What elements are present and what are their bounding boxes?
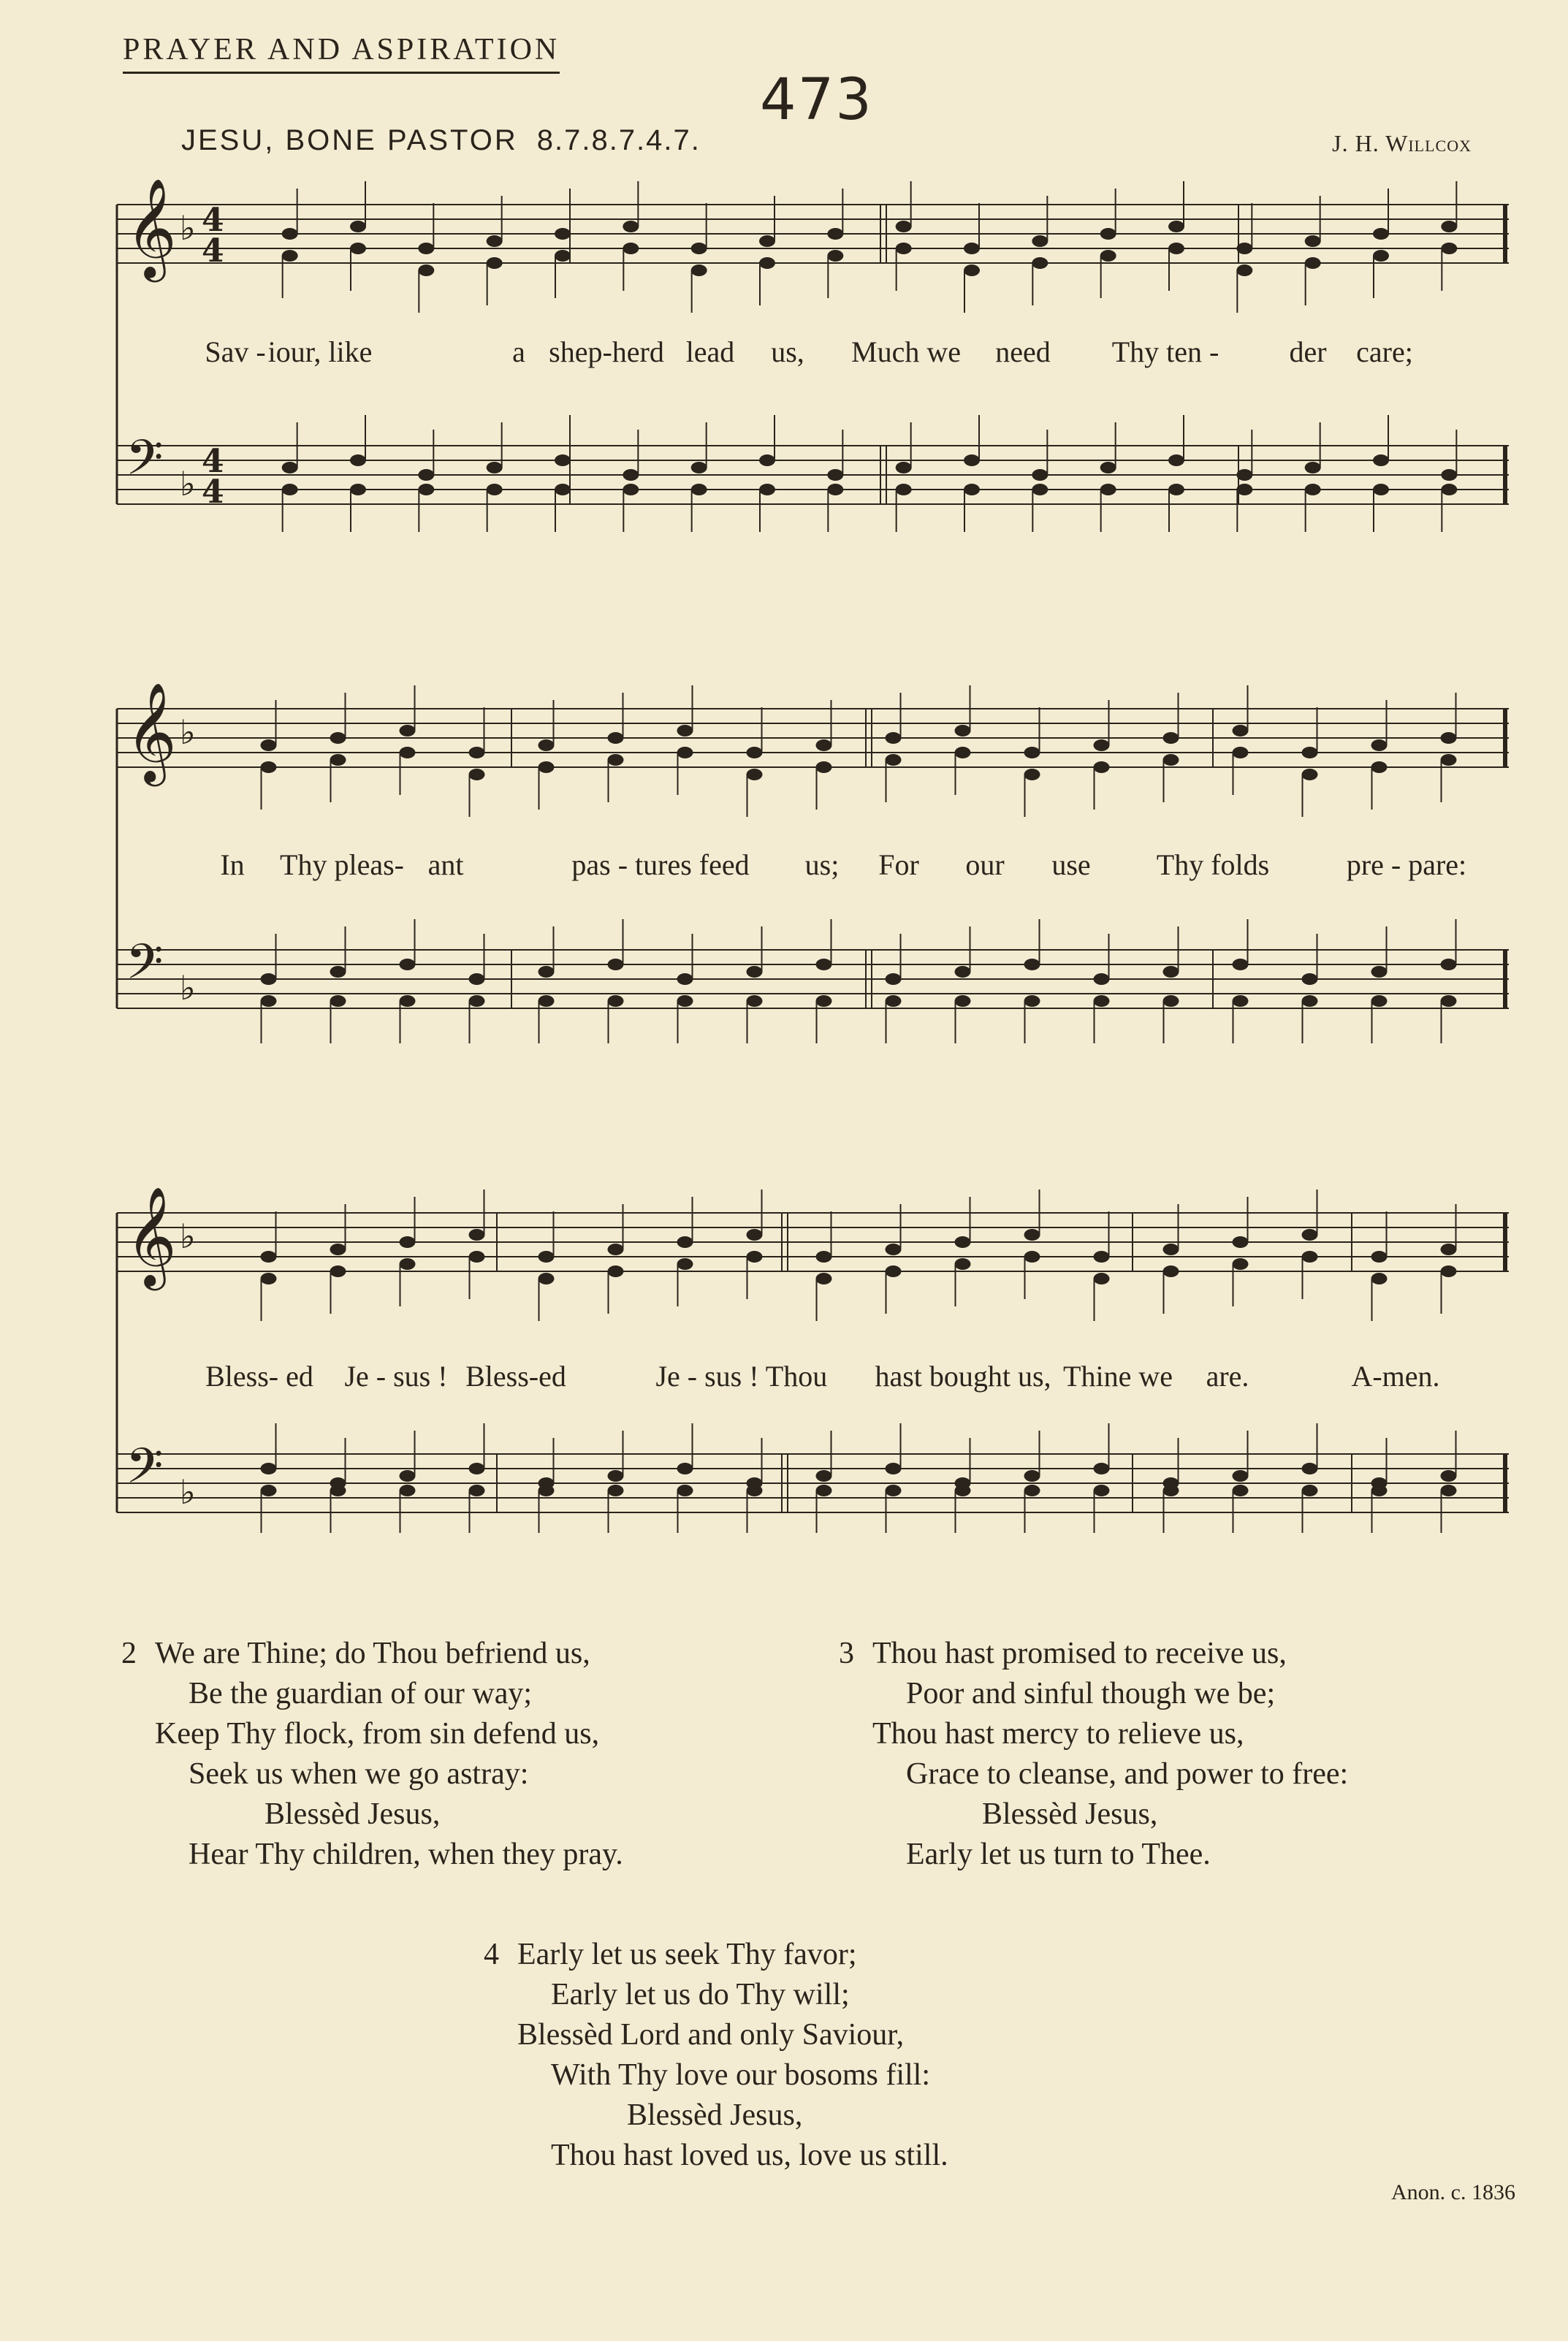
- note-head: [1032, 484, 1048, 495]
- note-head: [747, 966, 763, 978]
- note-head: [1373, 454, 1389, 466]
- note-head: [487, 484, 503, 495]
- note-head: [691, 462, 707, 473]
- note-head: [1024, 747, 1040, 758]
- note-head: [261, 739, 277, 751]
- note-head: [816, 995, 832, 1007]
- verse-line: Blessèd Jesus,: [264, 1797, 441, 1831]
- verse-line: Keep Thy flock, from sin defend us,: [155, 1717, 600, 1751]
- lyrics-line-1: [110, 335, 1520, 371]
- note-head: [747, 747, 763, 758]
- note-head: [747, 1229, 763, 1241]
- note-head: [1441, 1485, 1457, 1496]
- lyric-syllable: Thy folds: [1156, 848, 1270, 881]
- note-head: [896, 484, 912, 495]
- lyric-syllable: Je - sus !: [344, 1360, 448, 1393]
- note-head: [261, 995, 277, 1007]
- note-head: [538, 1485, 555, 1496]
- note-head: [400, 1485, 416, 1496]
- note-head: [400, 725, 416, 736]
- note-head: [1233, 1258, 1249, 1270]
- note-head: [1024, 1229, 1040, 1241]
- note-head: [538, 966, 555, 978]
- note-head: [816, 739, 832, 751]
- note-head: [1233, 1485, 1249, 1496]
- composer: J. H. Willcox: [1332, 130, 1472, 156]
- treble-clef: 𝄞: [126, 1185, 177, 1286]
- note-head: [261, 1251, 277, 1263]
- note-head: [964, 484, 980, 495]
- verse-number: 2: [121, 1637, 137, 1670]
- note-head: [1302, 1229, 1318, 1241]
- note-head: [1094, 995, 1110, 1007]
- note-head: [282, 484, 298, 495]
- note-head: [469, 1229, 485, 1241]
- note-head: [816, 761, 832, 773]
- note-head: [330, 1265, 346, 1277]
- note-head: [1024, 1470, 1040, 1482]
- note-head: [538, 1251, 555, 1263]
- note-head: [538, 761, 555, 773]
- treble-clef: 𝄞: [126, 177, 177, 278]
- verse-number: 4: [484, 1938, 499, 1971]
- lyric-syllable: Thine we: [1063, 1360, 1173, 1393]
- note-head: [1094, 739, 1110, 751]
- bass-clef: 𝄢: [126, 1438, 164, 1506]
- verse-4: [484, 1935, 948, 2176]
- note-head: [623, 243, 639, 254]
- verse-line: Early let us seek Thy favor;: [517, 1938, 857, 1971]
- note-head: [261, 1463, 277, 1474]
- note-head: [677, 973, 693, 985]
- verse-line: Thou hast loved us, love us still.: [551, 2139, 948, 2172]
- note-head: [1094, 973, 1110, 985]
- time-signature-bottom: 4: [202, 232, 224, 270]
- note-head: [469, 995, 485, 1007]
- note-head: [1371, 739, 1388, 751]
- lyric-syllable: shep-herd: [549, 335, 664, 368]
- note-head: [1163, 1244, 1179, 1255]
- note-head: [330, 995, 346, 1007]
- note-head: [1024, 959, 1040, 970]
- note-head: [1441, 995, 1457, 1007]
- note-head: [555, 454, 571, 466]
- note-head: [1163, 732, 1179, 744]
- lyric-syllable: pre - pare:: [1346, 848, 1467, 881]
- note-head: [1373, 250, 1389, 262]
- note-head: [886, 995, 902, 1007]
- note-head: [1305, 462, 1321, 473]
- note-head: [418, 484, 434, 495]
- note-head: [469, 1251, 485, 1263]
- note-head: [1302, 1463, 1318, 1474]
- key-signature-flat: ♭: [180, 1217, 196, 1256]
- bass-clef: 𝄢: [126, 430, 164, 498]
- note-head: [886, 732, 902, 744]
- note-head: [1305, 257, 1321, 269]
- verse-number: 3: [839, 1637, 854, 1670]
- note-head: [350, 484, 366, 495]
- note-head: [747, 995, 763, 1007]
- time-signature-bottom: 4: [202, 473, 224, 511]
- time-signature-top: 4: [202, 202, 224, 239]
- note-head: [955, 725, 971, 736]
- note-head: [886, 1244, 902, 1255]
- note-head: [282, 462, 298, 473]
- key-signature-flat: ♭: [180, 1472, 196, 1512]
- lyric-syllable: Sav -: [205, 335, 266, 368]
- lyric-syllable: iour, like: [267, 335, 373, 368]
- note-head: [400, 1470, 416, 1482]
- note-head: [1373, 228, 1389, 240]
- note-head: [1094, 761, 1110, 773]
- note-head: [418, 469, 434, 481]
- note-head: [261, 973, 277, 985]
- note-head: [487, 235, 503, 247]
- note-head: [1233, 747, 1249, 758]
- lyric-syllable: der: [1289, 335, 1327, 368]
- note-head: [816, 1273, 832, 1284]
- lyric-syllable: Much we: [851, 335, 961, 368]
- key-signature-flat: ♭: [180, 208, 196, 248]
- meter: 8.7.8.7.4.7.: [536, 124, 701, 156]
- note-head: [282, 228, 298, 240]
- note-head: [1441, 484, 1457, 495]
- note-head: [1373, 484, 1389, 495]
- note-head: [759, 484, 775, 495]
- verse-3: [839, 1634, 1349, 1875]
- note-head: [555, 250, 571, 262]
- note-head: [677, 995, 693, 1007]
- lyric-syllable: hast bought us,: [875, 1360, 1051, 1393]
- lyrics-line-2: [110, 848, 1520, 884]
- note-head: [1100, 462, 1116, 473]
- note-head: [816, 1251, 832, 1263]
- lyric-syllable: our: [965, 848, 1005, 881]
- note-head: [955, 1258, 971, 1270]
- note-head: [1163, 995, 1179, 1007]
- note-head: [469, 973, 485, 985]
- note-head: [827, 484, 843, 495]
- note-head: [1163, 1485, 1179, 1496]
- note-head: [1302, 747, 1318, 758]
- lyric-syllable: use: [1051, 848, 1091, 881]
- note-head: [1441, 959, 1457, 970]
- verse-line: Seek us when we go astray:: [189, 1757, 529, 1791]
- note-head: [677, 1485, 693, 1496]
- note-head: [1441, 1470, 1457, 1482]
- note-head: [261, 1485, 277, 1496]
- note-head: [677, 1236, 693, 1248]
- note-head: [608, 754, 624, 766]
- music-system-2: [110, 680, 1520, 1074]
- key-signature-flat: ♭: [180, 464, 196, 503]
- verse-line: Blessèd Jesus,: [627, 2098, 803, 2132]
- note-head: [747, 1251, 763, 1263]
- note-head: [1100, 484, 1116, 495]
- lyric-syllable: us;: [804, 848, 840, 881]
- note-head: [1236, 484, 1252, 495]
- note-head: [691, 243, 707, 254]
- note-head: [886, 1265, 902, 1277]
- note-head: [886, 1463, 902, 1474]
- verse-line: Poor and sinful though we be;: [906, 1677, 1276, 1710]
- verse-line: Early let us turn to Thee.: [906, 1838, 1211, 1871]
- verse-2: [121, 1634, 623, 1875]
- note-head: [1236, 264, 1252, 276]
- note-head: [350, 454, 366, 466]
- note-head: [964, 454, 980, 466]
- note-head: [955, 966, 971, 978]
- note-head: [623, 484, 639, 495]
- note-head: [1168, 454, 1184, 466]
- lyric-syllable: Thou: [765, 1360, 828, 1393]
- note-head: [955, 995, 971, 1007]
- note-head: [827, 469, 843, 481]
- note-head: [469, 769, 485, 780]
- note-head: [538, 739, 555, 751]
- note-head: [896, 243, 912, 254]
- note-head: [1441, 732, 1457, 744]
- lyric-syllable: ant: [427, 848, 464, 881]
- time-signature-top: 4: [202, 443, 224, 480]
- note-head: [608, 959, 624, 970]
- lyrics-line-3: [110, 1359, 1520, 1396]
- note-head: [747, 769, 763, 780]
- lyric-syllable: a: [512, 335, 525, 368]
- note-head: [350, 221, 366, 232]
- note-head: [677, 1463, 693, 1474]
- note-head: [759, 454, 775, 466]
- note-head: [1371, 761, 1388, 773]
- note-head: [330, 1244, 346, 1255]
- note-head: [1233, 995, 1249, 1007]
- note-head: [608, 1265, 624, 1277]
- note-head: [691, 484, 707, 495]
- note-head: [1441, 754, 1457, 766]
- note-head: [1233, 959, 1249, 970]
- note-head: [955, 747, 971, 758]
- note-head: [816, 1485, 832, 1496]
- note-head: [1441, 1244, 1457, 1255]
- note-head: [1094, 1485, 1110, 1496]
- lyric-syllable: Je - sus !: [655, 1360, 759, 1393]
- note-head: [677, 747, 693, 758]
- note-head: [1024, 1251, 1040, 1263]
- note-head: [330, 732, 346, 744]
- note-head: [1371, 995, 1388, 1007]
- note-head: [487, 257, 503, 269]
- verse-line: Blessèd Lord and only Saviour,: [517, 2018, 905, 2052]
- note-head: [469, 747, 485, 758]
- verse-line: Blessèd Jesus,: [982, 1797, 1158, 1831]
- lyric-syllable: Bless-ed: [465, 1360, 566, 1393]
- lyric-syllable: pas - tures feed: [571, 848, 750, 881]
- note-head: [608, 1244, 624, 1255]
- note-head: [1236, 469, 1252, 481]
- lyric-syllable: need: [995, 335, 1051, 368]
- note-head: [1302, 1251, 1318, 1263]
- note-head: [1233, 725, 1249, 736]
- lyric-syllable: In: [220, 848, 245, 881]
- note-head: [896, 462, 912, 473]
- bass-clef: 𝄢: [126, 934, 164, 1002]
- note-head: [816, 959, 832, 970]
- note-head: [964, 264, 980, 276]
- note-head: [1305, 235, 1321, 247]
- verse-line: Thou hast promised to receive us,: [872, 1637, 1287, 1670]
- note-head: [1371, 1251, 1388, 1263]
- note-head: [1233, 1470, 1249, 1482]
- note-head: [469, 1485, 485, 1496]
- note-head: [1094, 1273, 1110, 1284]
- lyric-syllable: For: [878, 848, 919, 881]
- note-head: [677, 725, 693, 736]
- note-head: [1233, 1236, 1249, 1248]
- note-head: [487, 462, 503, 473]
- tune-name: JESU, BONE PASTOR: [181, 124, 518, 156]
- note-head: [1100, 228, 1116, 240]
- note-head: [1441, 221, 1457, 232]
- staff-notation-system-1: [110, 175, 1520, 570]
- note-head: [1302, 1485, 1318, 1496]
- note-head: [955, 1236, 971, 1248]
- note-head: [1305, 484, 1321, 495]
- note-head: [1094, 1251, 1110, 1263]
- note-head: [623, 221, 639, 232]
- note-head: [400, 747, 416, 758]
- note-head: [1168, 243, 1184, 254]
- key-signature-flat: ♭: [180, 968, 196, 1008]
- note-head: [1371, 1273, 1388, 1284]
- verse-line: Grace to cleanse, and power to free:: [906, 1757, 1349, 1791]
- note-head: [816, 1470, 832, 1482]
- note-head: [400, 1258, 416, 1270]
- note-head: [330, 1485, 346, 1496]
- lyric-syllable: Thy ten -: [1111, 335, 1219, 368]
- music-system-1: [110, 175, 1520, 570]
- note-head: [350, 243, 366, 254]
- note-head: [608, 732, 624, 744]
- note-head: [677, 1258, 693, 1270]
- tune-info: [181, 124, 701, 157]
- note-head: [1032, 469, 1048, 481]
- treble-clef: 𝄞: [126, 681, 177, 782]
- lyric-syllable: are.: [1206, 1360, 1249, 1393]
- note-head: [400, 1236, 416, 1248]
- note-head: [623, 469, 639, 481]
- note-head: [1302, 769, 1318, 780]
- note-head: [1163, 966, 1179, 978]
- text-attribution: Anon. c. 1836: [1391, 2180, 1515, 2204]
- verse-line: Thou hast mercy to relieve us,: [872, 1717, 1244, 1751]
- note-head: [1236, 243, 1252, 254]
- note-head: [608, 995, 624, 1007]
- note-head: [1371, 1485, 1388, 1496]
- section-header: PRAYER AND ASPIRATION: [123, 32, 560, 74]
- key-signature-flat: ♭: [180, 712, 196, 752]
- note-head: [608, 1470, 624, 1482]
- lyric-syllable: care;: [1356, 335, 1413, 368]
- note-head: [827, 228, 843, 240]
- lyric-syllable: A-men.: [1351, 1360, 1440, 1393]
- note-head: [964, 243, 980, 254]
- note-head: [1163, 1265, 1179, 1277]
- note-head: [1302, 973, 1318, 985]
- note-head: [469, 1463, 485, 1474]
- note-head: [896, 221, 912, 232]
- note-head: [330, 754, 346, 766]
- note-head: [1168, 221, 1184, 232]
- note-head: [418, 243, 434, 254]
- note-head: [1032, 257, 1048, 269]
- note-head: [827, 250, 843, 262]
- note-head: [538, 995, 555, 1007]
- note-head: [759, 257, 775, 269]
- note-head: [538, 1273, 555, 1284]
- lyric-syllable: us,: [771, 335, 804, 368]
- note-head: [418, 264, 434, 276]
- verse-line: We are Thine; do Thou befriend us,: [155, 1637, 590, 1670]
- note-head: [886, 973, 902, 985]
- note-head: [261, 1273, 277, 1284]
- note-head: [1024, 995, 1040, 1007]
- note-head: [400, 995, 416, 1007]
- note-head: [555, 228, 571, 240]
- note-head: [1441, 243, 1457, 254]
- note-head: [1168, 484, 1184, 495]
- note-head: [1302, 995, 1318, 1007]
- note-head: [555, 484, 571, 495]
- note-head: [1094, 1463, 1110, 1474]
- note-head: [282, 250, 298, 262]
- hymn-number: 473: [760, 67, 873, 133]
- note-head: [1441, 1265, 1457, 1277]
- verse-line: Be the guardian of our way;: [189, 1677, 533, 1710]
- note-head: [759, 235, 775, 247]
- note-head: [330, 966, 346, 978]
- note-head: [261, 761, 277, 773]
- lyric-syllable: lead: [685, 335, 735, 368]
- note-head: [1100, 250, 1116, 262]
- note-head: [747, 1485, 763, 1496]
- note-head: [691, 264, 707, 276]
- music-system-3: [110, 1184, 1520, 1578]
- note-head: [886, 1485, 902, 1496]
- verse-line: Hear Thy children, when they pray.: [189, 1838, 623, 1871]
- note-head: [1163, 754, 1179, 766]
- verse-line: Early let us do Thy will;: [551, 1978, 850, 2011]
- note-head: [608, 1485, 624, 1496]
- note-head: [1024, 769, 1040, 780]
- note-head: [1024, 1485, 1040, 1496]
- verse-line: With Thy love our bosoms fill:: [551, 2058, 931, 2092]
- note-head: [1371, 966, 1388, 978]
- note-head: [1441, 469, 1457, 481]
- note-head: [1032, 235, 1048, 247]
- note-head: [400, 959, 416, 970]
- note-head: [955, 1485, 971, 1496]
- note-head: [886, 754, 902, 766]
- lyric-syllable: Thy pleas-: [280, 848, 404, 881]
- lyric-syllable: Bless- ed: [205, 1360, 313, 1393]
